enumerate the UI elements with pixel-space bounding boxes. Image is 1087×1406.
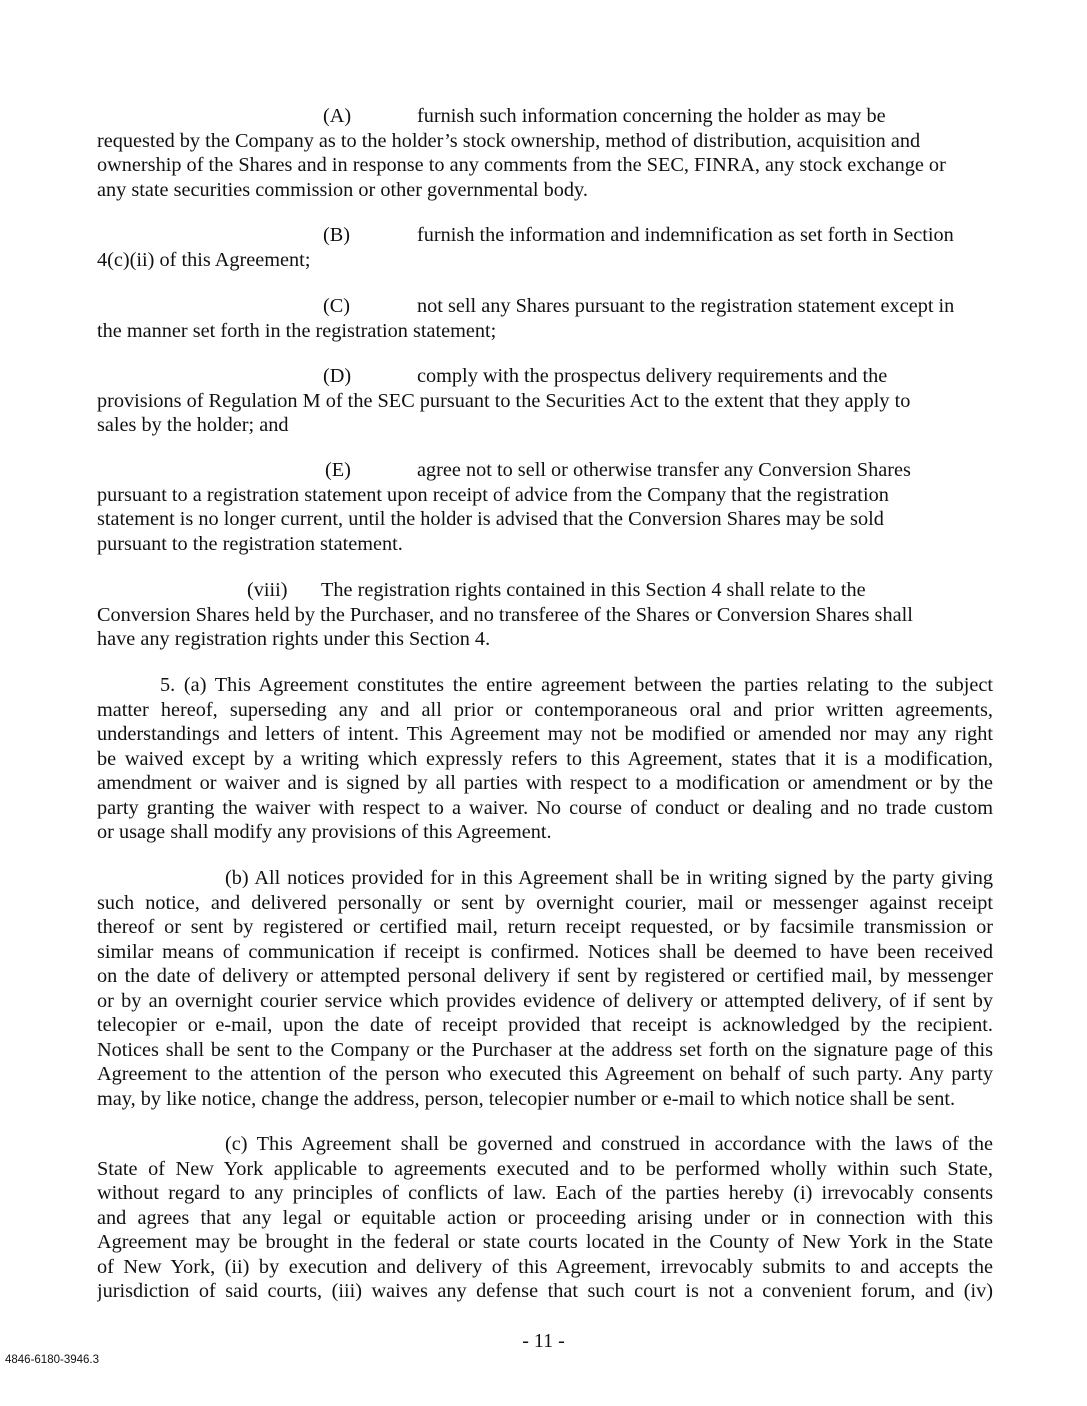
- para-b: [97, 223, 993, 272]
- paragraph-line: pursuant to a registration statement upon receipt of advice from the Company that the registration: [97, 483, 889, 506]
- paragraph-first-line: [97, 364, 993, 389]
- paragraph-line: similar means of communication if receipt is confirmed. Notices shall be deemed to have been received: [97, 940, 993, 963]
- paragraph-line: (c) This Agreement shall be governed and construed in accordance with the laws of the: [225, 1133, 993, 1155]
- paragraph-line: Conversion Shares held by the Purchaser, and no transferee of the Shares or Conversion Shares shall: [97, 603, 913, 626]
- paragraph-line: the manner set forth in the registration statement;: [97, 319, 497, 342]
- paragraph-first-line: [97, 223, 993, 248]
- clause-label: (A): [323, 105, 352, 127]
- clause-text: furnish the information and indemnification as set forth in Section: [417, 224, 954, 246]
- paragraph-line: have any registration rights under this Section 4.: [97, 628, 491, 650]
- page-number: - 11 -: [522, 1330, 565, 1352]
- para-a: [97, 104, 993, 202]
- paragraph-line: telecopier or e-mail, upon the date of receipt provided that receipt is acknowledged by the recipient.: [97, 1014, 993, 1036]
- clause-text: not sell any Shares pursuant to the registration statement except in: [417, 295, 955, 317]
- paragraph-line: Agreement to the attention of the person who executed this Agreement on behalf of such party. Any party: [97, 1063, 993, 1085]
- clause-text: agree not to sell or otherwise transfer any Conversion Shares: [417, 459, 911, 481]
- para-c: [97, 294, 993, 343]
- paragraph-line: statement is no longer current, until the holder is advised that the Conversion Shares may be sold: [97, 508, 884, 530]
- paragraph-line: on the date of delivery or attempted personal delivery if sent by registered or certified mail, by messenger: [97, 965, 993, 987]
- paragraph-line: thereof or sent by registered or certified mail, return receipt requested, or by facsimile transmission or: [97, 916, 993, 938]
- paragraph-line: jurisdiction of said courts, (iii) waives any defense that such court is not a convenient forum, and (iv): [97, 1280, 993, 1302]
- paragraph-line: State of New York applicable to agreements executed and to be performed wholly within such State,: [97, 1157, 993, 1180]
- paragraph-line: provisions of Regulation M of the SEC pursuant to the Securities Act to the extent that they apply to: [97, 389, 911, 412]
- para-5c: [97, 1132, 993, 1304]
- paragraph-line: pursuant to the registration statement.: [97, 532, 403, 555]
- clause-label: (E): [325, 459, 351, 481]
- paragraph-line: 5. (a) This Agreement constitutes the entire agreement between the parties relating to the subject: [160, 674, 993, 696]
- para-viii: [97, 578, 993, 652]
- paragraph-line: requested by the Company as to the holder’s stock ownership, method of distribution, acquisition and: [97, 129, 921, 152]
- paragraph-line: may, by like notice, change the address, person, telecopier number or e-mail to which notice shall be sent.: [97, 1087, 956, 1110]
- clause-text: furnish such information concerning the holder as may be: [417, 105, 886, 127]
- clause-label: (B): [323, 224, 351, 246]
- paragraph-line: sales by the holder; and: [97, 414, 289, 436]
- clause-label: (D): [323, 365, 352, 387]
- paragraph-line: amendment or waiver and is signed by all parties with respect to a modification or amendment or by the: [97, 772, 993, 794]
- paragraph-line: (b) All notices provided for in this Agreement shall be in writing signed by the party giving: [225, 867, 993, 889]
- paragraph-line: Agreement may be brought in the federal or state courts located in the County of New York in the State: [97, 1231, 993, 1253]
- document-id: 4846-6180-3946.3: [5, 1354, 99, 1366]
- para-d: [97, 364, 993, 438]
- paragraph-first-line: [97, 578, 993, 603]
- clause-label: (viii): [247, 579, 288, 601]
- paragraph-line: understandings and letters of intent. This Agreement may not be modified or amended nor may any right: [97, 723, 993, 745]
- paragraph-line: Notices shall be sent to the Company or the Purchaser at the address set forth on the signature page of this: [97, 1038, 993, 1061]
- paragraph-line: such notice, and delivered personally or sent by overnight courier, mail or messenger against receipt: [97, 891, 993, 914]
- paragraph-line: 4(c)(ii) of this Agreement;: [97, 248, 311, 271]
- paragraph-line: be waived except by a writing which expressly refers to this Agreement, states that it is a modification,: [97, 747, 993, 770]
- paragraph-line: without regard to any principles of conflicts of law. Each of the parties hereby (i) irrevocably consents: [97, 1182, 993, 1204]
- para-e: [97, 458, 993, 556]
- clause-text: comply with the prospectus delivery requirements and the: [417, 365, 888, 387]
- paragraph-line: or by an overnight courier service which provides evidence of delivery or attempted delivery, of if sent by: [97, 989, 993, 1012]
- paragraph-line: matter hereof, superseding any and all prior or contemporaneous oral and prior written agreements,: [97, 698, 993, 721]
- paragraph-line: ownership of the Shares and in response to any comments from the SEC, FINRA, any stock exchange or: [97, 154, 946, 176]
- paragraph-first-line: [97, 294, 993, 319]
- paragraph-first-line: [97, 458, 993, 483]
- clause-text: The registration rights contained in this Section 4 shall relate to the: [321, 579, 866, 601]
- paragraph-line: and agrees that any legal or equitable action or proceeding arising under or in connection with this: [97, 1206, 993, 1229]
- paragraph-line: or usage shall modify any provisions of this Agreement.: [97, 821, 552, 843]
- paragraph-line: of New York, (ii) by execution and delivery of this Agreement, irrevocably submits to and accepts the: [97, 1255, 993, 1278]
- para-5a: [97, 673, 993, 845]
- para-5b: [97, 866, 993, 1111]
- clause-label: (C): [323, 295, 351, 317]
- paragraph-first-line: [97, 104, 993, 129]
- paragraph-line: party granting the waiver with respect to a waiver. No course of conduct or dealing and no trade custom: [97, 796, 993, 819]
- paragraph-line: any state securities commission or other governmental body.: [97, 178, 588, 201]
